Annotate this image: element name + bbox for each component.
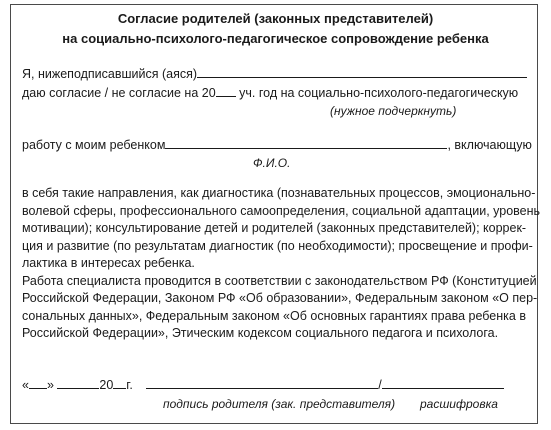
- underline-hint: (нужное подчеркнуть): [330, 104, 457, 118]
- quote-close: »: [46, 378, 54, 392]
- body-line: лактика в интересах ребенка.: [22, 256, 195, 270]
- body-line: Российской Федерации, Законом РФ «Об образовании», Федеральным законом «О пер-: [22, 291, 538, 305]
- signature-decode-field[interactable]: [382, 377, 504, 389]
- quote-open: «: [22, 378, 29, 392]
- academic-year-field[interactable]: [216, 85, 236, 97]
- year-suffix: г.: [126, 378, 133, 392]
- body-line: сональных данных», Федеральным законом «Об основных гарантиях права ребенка в: [22, 308, 526, 323]
- body-line: волевой сферы, профессионального самоопределения, социальной адаптации, уровень: [22, 203, 541, 218]
- child-name-suffix: , включающую: [447, 138, 532, 152]
- child-name-line: [22, 137, 532, 153]
- body-line: мотивации); консультирование детей и родителей (законных представителей); коррек-: [22, 221, 527, 235]
- signature-line: [22, 377, 504, 393]
- consent-year-line: [22, 85, 518, 101]
- signature-slash: /: [378, 378, 382, 392]
- year-prefix: 20: [99, 378, 114, 392]
- child-name-label: работу с моим ребенком: [22, 138, 166, 152]
- parent-name-line: [22, 66, 527, 82]
- consent-label: даю согласие / не согласие на 20: [22, 86, 216, 100]
- body-line: в себя такие направления, как диагностика (познавательных процессов, эмоционально-: [22, 186, 536, 200]
- parent-signature-field[interactable]: [146, 377, 378, 389]
- consent-label-suffix: уч. год на социально-психолого-педагогическую: [239, 86, 519, 100]
- parent-name-field[interactable]: [197, 66, 527, 78]
- body-line: Российской Федерации», Этическим кодексом социального педагога и психолога.: [22, 326, 499, 340]
- day-field[interactable]: [29, 377, 47, 389]
- month-field[interactable]: [57, 377, 99, 389]
- decode-caption: расшифровка: [420, 397, 498, 411]
- signature-caption: подпись родителя (зак. представителя): [163, 397, 396, 411]
- fio-hint: Ф.И.О.: [253, 156, 291, 170]
- parent-name-label: Я, нижеподписавшийся (аяся): [22, 67, 198, 81]
- document-title: Согласие родителей (законных представителей): [117, 11, 434, 26]
- child-name-field[interactable]: [165, 137, 447, 149]
- document-subtitle: на социально-психолого-педагогическое сопровождение ребенка: [62, 31, 489, 46]
- body-line: ция и развитие (по результатам диагностик (по необходимости); просвещение и профи-: [22, 238, 533, 253]
- consent-body: [22, 185, 541, 343]
- body-line: Работа специалиста проводится в соответствии с законодательством РФ (Конституцией: [22, 273, 537, 288]
- year-field[interactable]: [113, 377, 126, 389]
